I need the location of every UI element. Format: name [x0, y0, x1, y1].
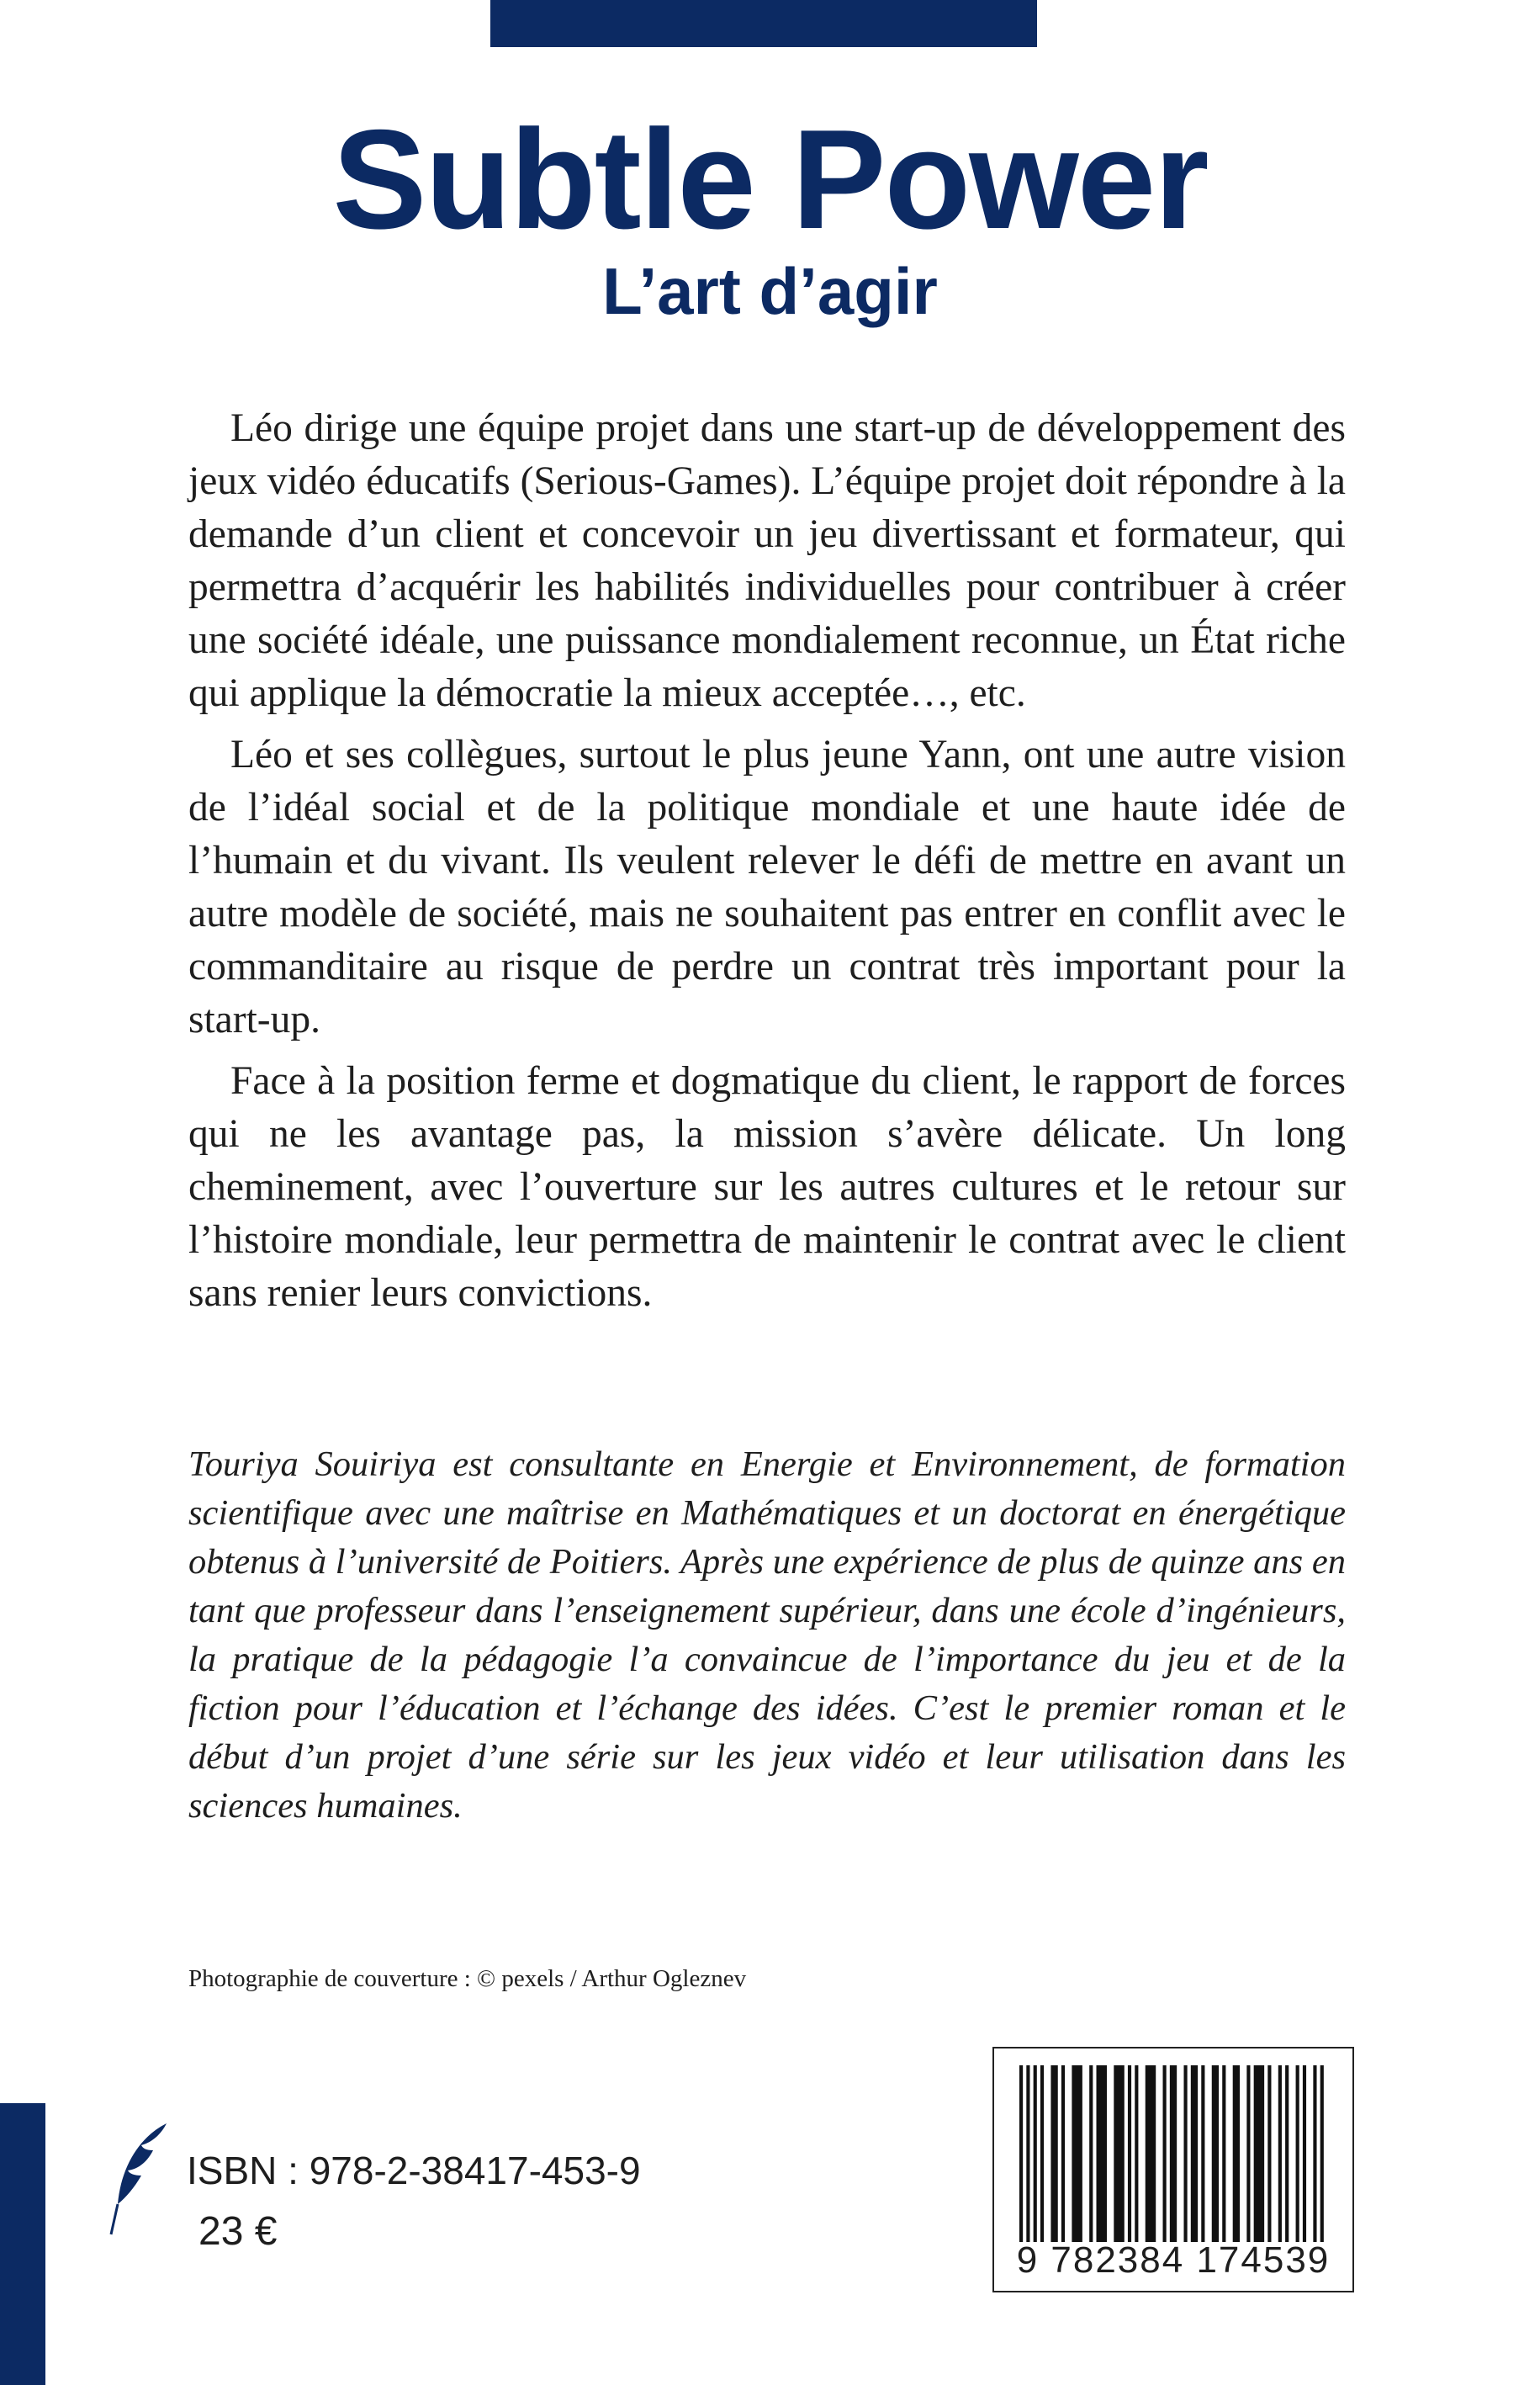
barcode-bar — [1128, 2065, 1131, 2242]
barcode-bar — [1097, 2065, 1107, 2242]
barcode-bar — [1233, 2065, 1240, 2242]
barcode-bar — [1089, 2065, 1093, 2242]
isbn-number: ISBN : 978-2-38417-453-9 — [187, 2149, 641, 2192]
summary-paragraph: Léo et ses collègues, surtout le plus jeune Yann, ont une autre vision de l’idéal social et de la politique mondiale et une haute idée de l’humain et du vivant. Ils veulent relever le défi de mettre en avant un autre modèle de société, mais ne souhaitent pas entrer en conflit avec le commanditaire au risque de perdre un contrat très important pour la start-up. — [188, 733, 1346, 1041]
author-bio-text: Touriya Souiriya est consultante en Energie et Environnement, de formation scientifique avec une maîtrise en Mathématiques et un doctorat en énergétique obtenus à l’université de Poitiers. Après une expérience de plus de quinze ans en tant que professeur dans l’enseignement supérieur, dans une école d’ingénieurs, la pratique de la pédagogie l’a convaincue de l’importance du jeu et de la fiction pour l’éducation et l’échange des idées. C’est le premier roman et le début d’un projet d’une série sur les jeux vidéo et leur utilisation dans les sciences humaines. — [188, 1444, 1346, 1826]
book-summary — [188, 402, 1346, 1328]
barcode-bar — [1212, 2065, 1219, 2242]
barcode-bar — [1285, 2065, 1289, 2242]
barcode-bar — [1313, 2065, 1316, 2242]
barcode-bar — [1222, 2065, 1225, 2242]
barcode-bar — [1183, 2065, 1187, 2242]
barcode-bar — [1191, 2065, 1198, 2242]
barcode-bar — [1163, 2065, 1167, 2242]
book-subtitle: L’art d’agir — [602, 254, 938, 328]
barcode-bar — [1201, 2065, 1204, 2242]
barcode-bar — [1296, 2065, 1299, 2242]
summary-paragraph: Face à la position ferme et dogmatique du client, le rapport de forces qui ne les avantage pas, la mission s’avère délicate. Un long cheminement, avec l’ouverture sur les autres cultures et le retour sur l’histoire mondiale, leur permettra de maintenir le contrat avec le client sans renier leurs convictions. — [188, 1059, 1346, 1315]
barcode-bar — [1246, 2065, 1250, 2242]
barcode-digits: 9 782384 174539 — [1016, 2239, 1331, 2281]
barcode-bar — [1278, 2065, 1282, 2242]
barcode-bar — [1034, 2065, 1037, 2242]
barcode-bar — [1026, 2065, 1029, 2242]
barcode-bar — [1320, 2065, 1324, 2242]
barcode-bar — [1050, 2065, 1057, 2242]
barcode-bar — [1040, 2065, 1044, 2242]
side-accent-bar — [0, 2103, 45, 2385]
barcode-bar — [1267, 2065, 1271, 2242]
barcode-bar — [1170, 2065, 1177, 2242]
barcode-icon — [1019, 2065, 1327, 2242]
barcode-bar — [1061, 2065, 1065, 2242]
summary-paragraph: Léo dirige une équipe projet dans une start-up de développement des jeux vidéo éducatifs (Serious-Games). L’équipe projet doit répondre à la demande d’un client et concevoir un jeu divertissant et formateur, qui permettra d’acquérir les habilités individuelles pour contribuer à créer une société idéale, une puissance mondialement reconnue, un État riche qui applique la démocratie la mieux acceptée…, etc. — [188, 406, 1346, 715]
barcode-bar — [1114, 2065, 1124, 2242]
top-accent-bar — [490, 0, 1037, 47]
barcode-bar — [1135, 2065, 1138, 2242]
book-title: Subtle Power — [332, 100, 1208, 258]
barcode-bar — [1019, 2065, 1023, 2242]
barcode-bar — [1254, 2065, 1264, 2242]
photo-credit: Photographie de couverture : © pexels / Arthur Ogleznev — [188, 1965, 747, 1992]
barcode-bar — [1146, 2065, 1156, 2242]
author-bio — [188, 1440, 1346, 1831]
price: 23 € — [198, 2209, 278, 2254]
barcode-box — [992, 2047, 1354, 2292]
barcode-bar — [1303, 2065, 1306, 2242]
feather-icon — [106, 2120, 173, 2238]
barcode-bar — [1072, 2065, 1082, 2242]
